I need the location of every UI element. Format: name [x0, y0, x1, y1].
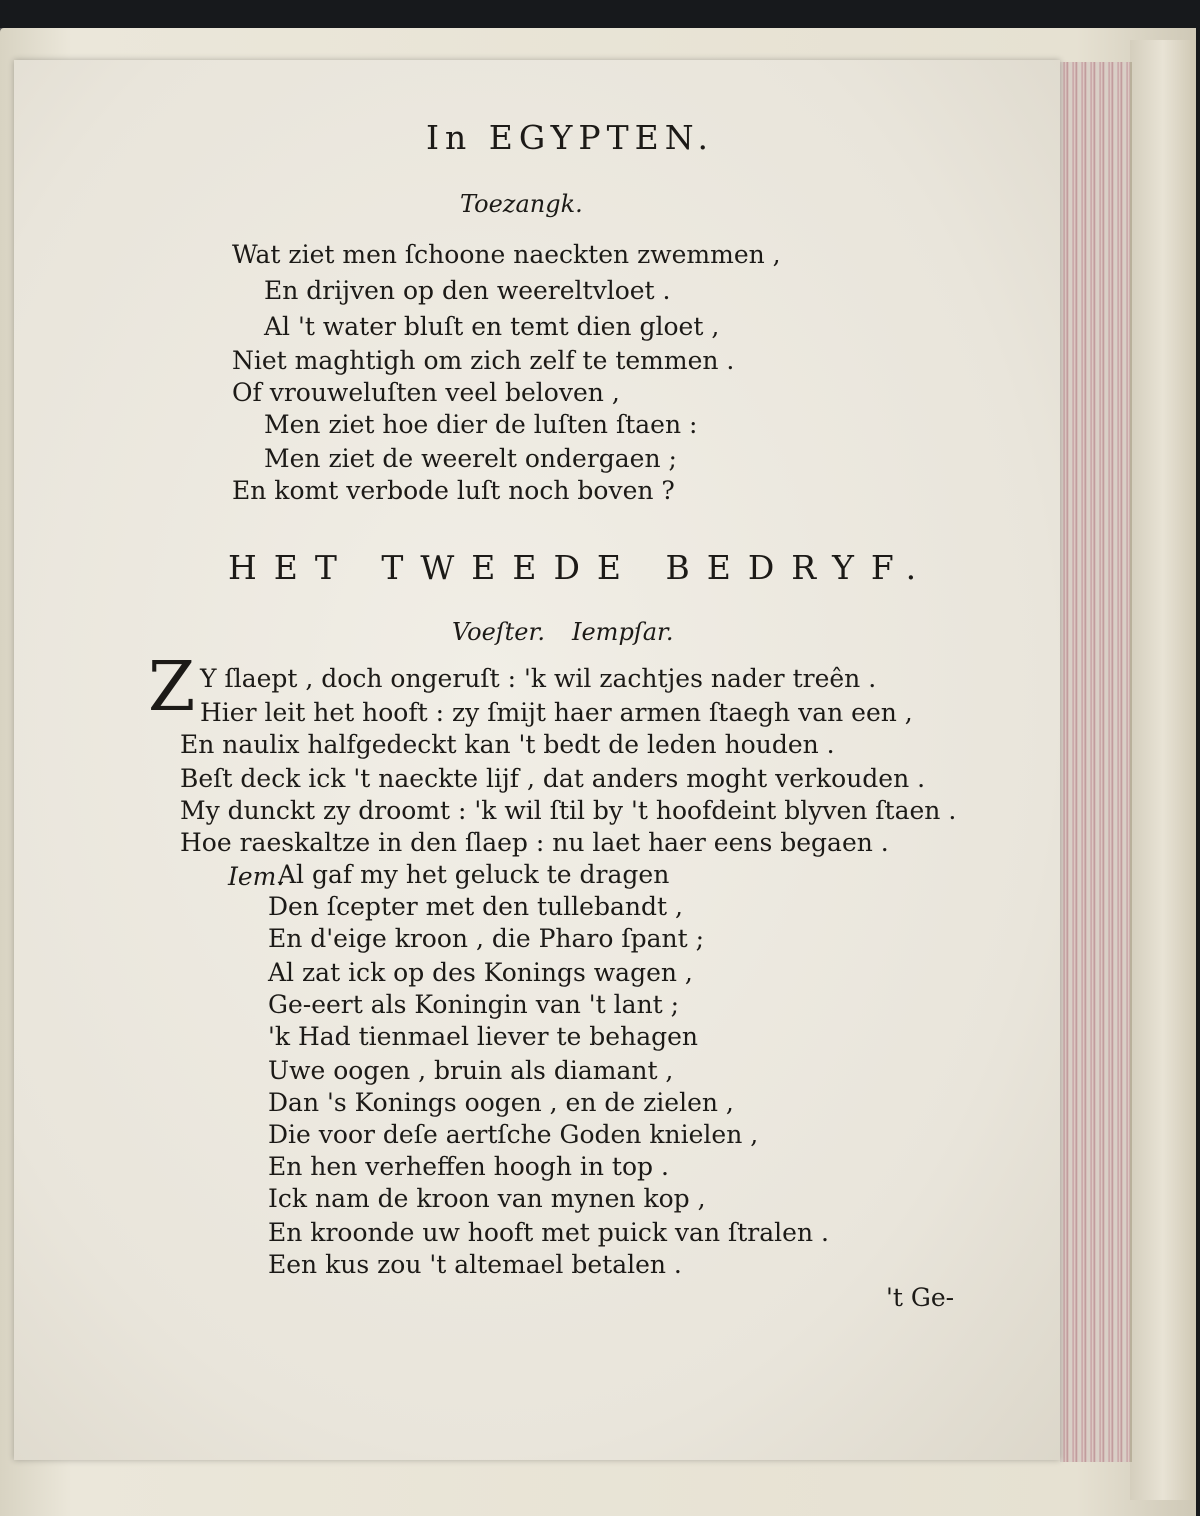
verse-line: Hier leit het hooft : zy ſmijt haer armen ſtaegh van een , [200, 698, 913, 727]
verse-line: Ge-eert als Koningin van 't lant ; [268, 990, 680, 1019]
verse-line: Of vrouweluſten veel beloven , [232, 378, 620, 407]
act-title: HET TWEEDE BEDRYF. [228, 548, 934, 587]
verse-line: En komt verbode luſt noch boven ? [232, 476, 675, 505]
verse-line: Al 't water bluſt en temt dien gloet , [264, 312, 720, 341]
verse-line: Al zat ick op des Konings wagen , [268, 958, 693, 987]
verse-line: En drijven op den weereltvloet . [264, 276, 671, 305]
verse-line: 'k Had tienmael liever te behagen [268, 1022, 699, 1051]
verse-line: Al gaf my het geluck te dragen [278, 860, 670, 889]
verse-line: En d'eige kroon , die Pharo ſpant ; [268, 924, 705, 953]
verse-line: En kroonde uw hooft met puick van ſtralen . [268, 1218, 829, 1247]
catchword: 't Ge- [886, 1283, 955, 1312]
speaker-label: Iem. [228, 862, 285, 891]
verse-line: Uwe oogen , bruin als diamant , [268, 1056, 674, 1085]
verse-line: Hoe raeskaltze in den ſlaep : nu laet haer eens begaen . [180, 828, 889, 857]
verse-line: Men ziet de weerelt ondergaen ; [264, 444, 677, 473]
verse-line: Y ſlaept , doch ongeruſt : 'k wil zachtjes nader treên . [200, 664, 877, 693]
verse-line: Den ſcepter met den tullebandt , [268, 892, 683, 921]
verse-line: En hen verheffen hoogh in top . [268, 1152, 669, 1181]
verse-line: En naulix halfgedeckt kan 't bedt de leden houden . [180, 730, 835, 759]
verse-line: My dunckt zy droomt : 'k wil ſtil by 't hoofdeint blyven ſtaen . [180, 796, 957, 825]
verse-line: Een kus zou 't altemael betalen . [268, 1250, 682, 1279]
verse-line: Men ziet hoe dier de luſten ſtaen : [264, 410, 698, 439]
verse-line: Beſt deck ick 't naeckte lijf , dat anders moght verkouden . [180, 764, 926, 793]
vellum-fore-edge [1130, 40, 1196, 1500]
verse-line: Niet maghtigh om zich zelf te temmen . [232, 346, 735, 375]
character-iempsar: Iempſar. [572, 618, 674, 646]
character-voester: Voeſter. [452, 618, 545, 646]
page-edges-red [1060, 62, 1132, 1462]
verse-line: Ick nam de kroon van mynen kop , [268, 1184, 706, 1213]
verse-line: Wat ziet men ſchoone naeckten zwemmen , [232, 240, 781, 269]
drop-cap: Z [148, 648, 196, 727]
running-header: In EGYPTEN. [426, 118, 714, 157]
interlude-heading: Toezangk. [460, 190, 583, 218]
verse-line: Dan 's Konings oogen , en de zielen , [268, 1088, 734, 1117]
verse-line: Die voor deſe aertſche Goden knielen , [268, 1120, 759, 1149]
